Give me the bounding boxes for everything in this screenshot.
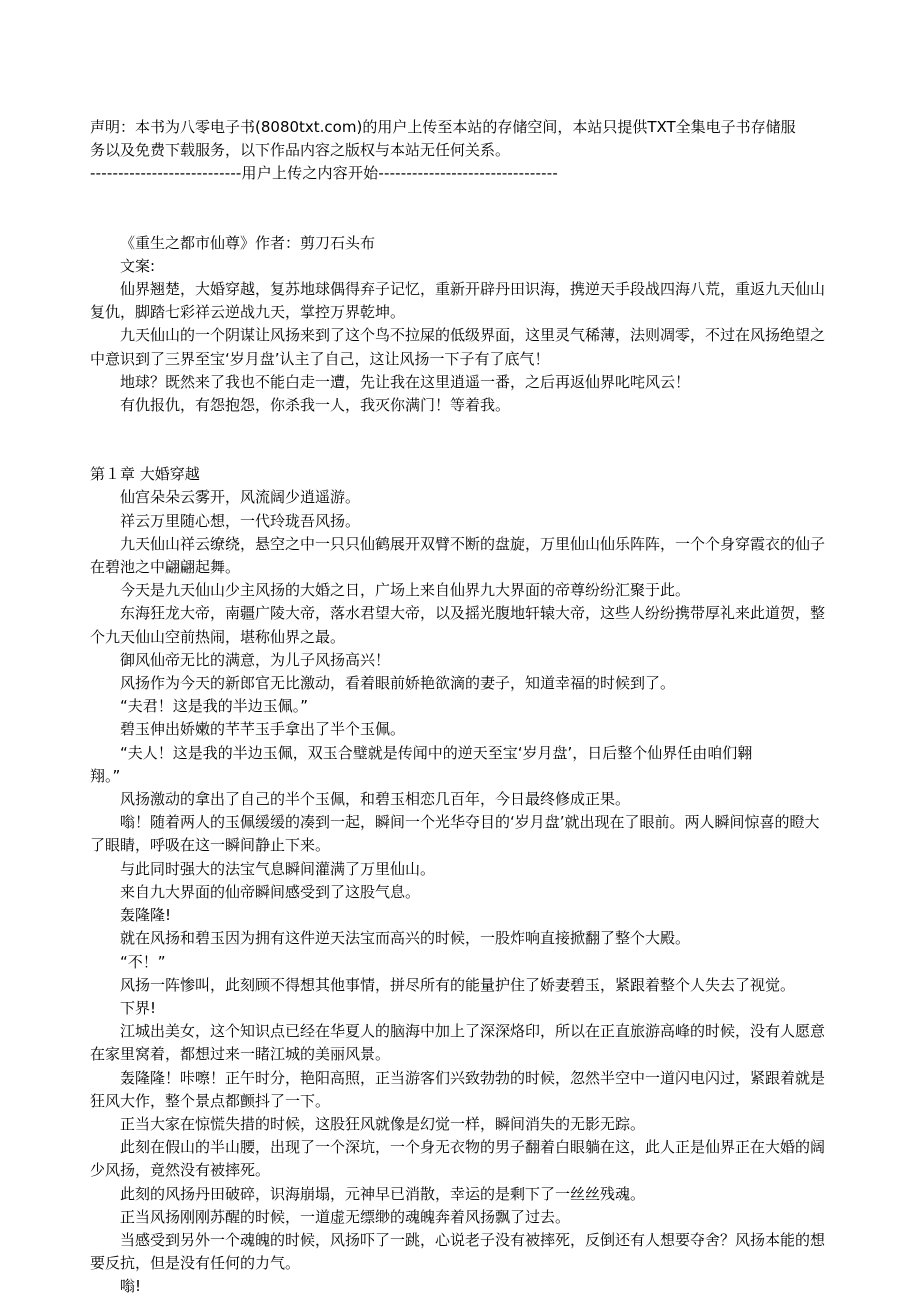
chapter-paragraph: 九天仙山祥云缭绕，悬空之中一只只仙鹤展开双臂不断的盘旋，万里仙山仙乐阵阵，一个个身穿霞衣的仙子在碧池之中翩翩起舞。 bbox=[90, 534, 826, 577]
chapter-paragraph: 翔。” bbox=[90, 766, 121, 785]
chapter-paragraph: 嗡！随着两人的玉佩缓缓的凑到一起，瞬间一个光华夺目的‘岁月盘’就出现在了眼前。两人瞬间惊喜的瞪大了眼睛，呼吸在这一瞬间静止下来。 bbox=[90, 813, 820, 855]
chapter-paragraph: 与此同时强大的法宝气息瞬间灌满了万里仙山。 bbox=[120, 859, 436, 878]
chapter-title: 第１章 大婚穿越 bbox=[90, 465, 200, 484]
spacer bbox=[90, 417, 825, 463]
chapter-paragraph: 御风仙帝无比的满意，为儿子风扬高兴！ bbox=[120, 650, 391, 669]
disclaimer-line-2: 务以及免费下载服务，以下作品内容之版权与本站无任何关系。 bbox=[90, 141, 511, 160]
chapter-paragraph: 下界! bbox=[120, 998, 157, 1017]
chapter-paragraph: “夫人！这是我的半边玉佩，双玉合璧就是传闻中的逆天至宝‘岁月盘’，日后整个仙界任由咱们翱 bbox=[120, 743, 753, 762]
chapter-paragraph: “夫君！这是我的半边玉佩。” bbox=[120, 697, 309, 716]
chapter-paragraph: 嗡! bbox=[120, 1277, 142, 1296]
chapter-paragraph: 碧玉伸出娇嫩的芊芊玉手拿出了半个玉佩。 bbox=[120, 720, 406, 739]
chapter-paragraph: 轰隆隆! bbox=[120, 906, 172, 925]
chapter-paragraph: 此刻在假山的半山腰，出现了一个深坑，一个身无衣物的男子翻着白眼躺在这，此人正是仙界正在大婚的阔少风扬，竟然没有被摔死。 bbox=[90, 1138, 826, 1180]
chapter-paragraph: 就在风扬和碧玉因为拥有这件逆天法宝而高兴的时候，一股炸响直接掀翻了整个大殿。 bbox=[120, 929, 691, 948]
chapter-paragraphs bbox=[90, 486, 825, 1298]
chapter-paragraph: 来自九大界面的仙帝瞬间感受到了这股气息。 bbox=[120, 882, 421, 901]
chapter-paragraph: 祥云万里随心想，一代玲珑吾风扬。 bbox=[120, 511, 361, 530]
chapter-paragraph: “不！” bbox=[120, 952, 166, 971]
upload-divider: ---------------------------用户上传之内容开始-------------------------------- bbox=[90, 164, 558, 183]
chapter-paragraph: 风扬作为今天的新郎官无比激动，看着眼前娇艳欲滴的妻子，知道幸福的时候到了。 bbox=[120, 674, 676, 693]
chapter-paragraph: 风扬激动的拿出了自己的半个玉佩，和碧玉相恋几百年，今日最终修成正果。 bbox=[120, 790, 631, 809]
chapter-paragraph: 轰隆隆！咔嚓！正午时分，艳阳高照，正当游客们兴致勃勃的时候，忽然半空中一道闪电闪过，紧跟着就是狂风大作，整个景点都颤抖了一下。 bbox=[90, 1068, 826, 1110]
chapter-paragraph: 正当风扬刚刚苏醒的时候，一道虚无缥缈的魂魄奔着风扬飘了过去。 bbox=[120, 1207, 571, 1226]
chapter-paragraph: 今天是九天仙山少主风扬的大婚之日，广场上来自仙界九大界面的帝尊纷纷汇聚于此。 bbox=[120, 581, 691, 600]
document-body bbox=[90, 116, 825, 1299]
chapter-paragraph: 此刻的风扬丹田破碎，识海崩塌，元神早已消散，幸运的是剩下了一丝丝残魂。 bbox=[120, 1184, 646, 1203]
chapter-paragraph: 正当大家在惊慌失措的时候，这股狂风就像是幻觉一样，瞬间消失的无影无踪。 bbox=[120, 1114, 646, 1133]
synopsis-paragraph: 有仇报仇，有怨抱怨，你杀我一人，我灭你满门！等着我。 bbox=[120, 396, 511, 415]
chapter-paragraph: 江城出美女，这个知识点已经在华夏人的脑海中加上了深深烙印，所以在正直旅游高峰的时候，没有人愿意在家里窝着，都想过来一睹江城的美丽风景。 bbox=[90, 1022, 826, 1064]
disclaimer-line-1: 声明：本书为八零电子书(8080txt.com)的用户上传至本站的存储空间，本站只提供TXT全集电子书存储服 bbox=[90, 118, 796, 136]
synopsis-paragraph: 地球？既然来了我也不能白走一遭，先让我在这里逍遥一番，之后再返仙界叱咤风云！ bbox=[120, 372, 691, 391]
chapter-paragraph: 当感受到另外一个魂魄的时候，风扬吓了一跳，心说老子没有被摔死，反倒还有人想要夺舍？风扬本能的想要反抗，但是没有任何的力气。 bbox=[90, 1230, 826, 1273]
chapter-paragraph: 仙宫朵朵云雾开，风流阔少逍遥游。 bbox=[120, 488, 361, 507]
synopsis-paragraph: 仙界翘楚，大婚穿越，复苏地球偶得弃子记忆，重新开辟丹田识海，携逆天手段战四海八荒，重返九天仙山复仇，脚踏七彩祥云逆战九天，掌控万界乾坤。 bbox=[90, 280, 826, 322]
chapter-paragraph: 东海狂龙大帝，南疆广陵大帝，落水君望大帝，以及摇光腹地轩辕大帝，这些人纷纷携带厚礼来此道贺，整个九天仙山空前热闹，堪称仙界之最。 bbox=[90, 604, 826, 646]
synopsis-paragraph: 九天仙山的一个阴谋让风扬来到了这个鸟不拉屎的低级界面，这里灵气稀薄，法则凋零，不过在风扬绝望之中意识到了三界至宝‘岁月盘’认主了自己，这让风扬一下子有了底气！ bbox=[90, 326, 826, 368]
book-title-line: 《重生之都市仙尊》作者：剪刀石头布 bbox=[120, 233, 376, 252]
chapter-paragraph: 风扬一阵惨叫，此刻顾不得想其他事情，拼尽所有的能量护住了娇妻碧玉，紧跟着整个人失去了视觉。 bbox=[120, 975, 796, 994]
synopsis-paragraphs bbox=[90, 278, 825, 417]
synopsis-label: 文案: bbox=[120, 256, 156, 275]
spacer bbox=[90, 186, 825, 232]
